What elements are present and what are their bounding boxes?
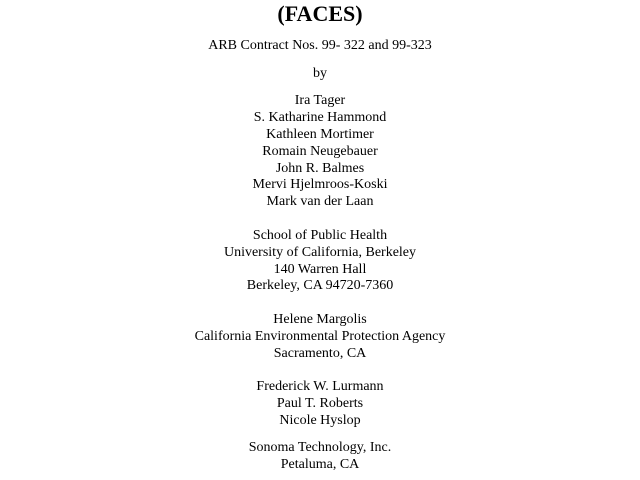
author-name: S. Katharine Hammond [253, 110, 387, 125]
author-name: Kathleen Mortimer [266, 127, 374, 142]
author-name: Romain Neugebauer [262, 144, 378, 159]
affiliation-line: Petaluma, CA [280, 457, 360, 472]
affiliation-line: Sonoma Technology, Inc. [248, 440, 392, 455]
author-name: Nicole Hyslop [279, 413, 361, 428]
affiliation-line: Sacramento, CA [273, 346, 367, 361]
by-label: by [313, 66, 327, 81]
author-name: Ira Tager [294, 93, 346, 108]
affiliation-line: California Environmental Protection Agency [194, 329, 446, 344]
author-name: Paul T. Roberts [276, 396, 364, 411]
author-name: Frederick W. Lurmann [256, 379, 384, 394]
affiliation-line: Berkeley, CA 94720-7360 [246, 278, 394, 293]
document-title: (FACES) [277, 1, 363, 26]
author-name: Mervi Hjelmroos-Koski [252, 177, 388, 192]
affiliation-line: School of Public Health [252, 228, 388, 243]
author-name: John R. Balmes [275, 161, 365, 176]
author-name: Mark van der Laan [266, 194, 374, 209]
contract-number: ARB Contract Nos. 99- 322 and 99-323 [208, 38, 432, 53]
affiliation-line: 140 Warren Hall [273, 262, 367, 277]
author-name: Helene Margolis [273, 312, 367, 327]
affiliation-line: University of California, Berkeley [223, 245, 417, 260]
